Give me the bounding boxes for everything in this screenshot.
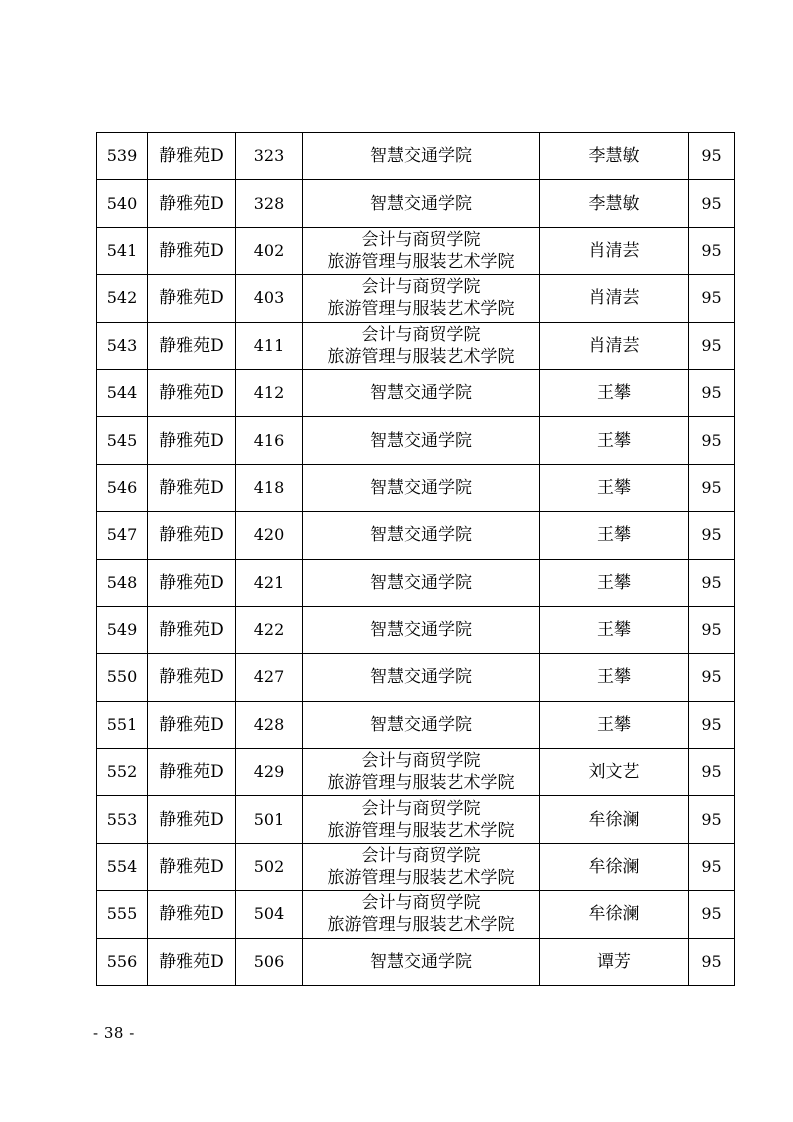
room-number-cell: 411 [236,322,303,369]
table-row [97,227,735,274]
college-cell [303,133,540,180]
score-cell: 95 [689,512,735,559]
college-cell [303,417,540,464]
college-cell [303,749,540,796]
room-number-cell: 412 [236,369,303,416]
inspector-name-cell: 王攀 [540,369,689,416]
inspector-name-cell: 王攀 [540,701,689,748]
row-number-cell: 554 [97,843,148,890]
building-cell: 静雅苑D [148,654,236,701]
college-line: 智慧交通学院 [370,477,472,498]
score-cell: 95 [689,464,735,511]
building-cell: 静雅苑D [148,417,236,464]
building-cell: 静雅苑D [148,891,236,938]
table-row [97,180,735,227]
room-number-cell: 418 [236,464,303,511]
inspector-name-cell: 牟徐澜 [540,796,689,843]
college-line: 会计与商贸学院 [361,893,481,914]
table-row [97,891,735,938]
score-cell: 95 [689,322,735,369]
college-cell [303,701,540,748]
row-number-cell: 550 [97,654,148,701]
building-cell: 静雅苑D [148,938,236,985]
row-number-cell: 552 [97,749,148,796]
score-cell: 95 [689,843,735,890]
score-cell: 95 [689,417,735,464]
row-number-cell: 547 [97,512,148,559]
row-number-cell: 551 [97,701,148,748]
college-cell [303,180,540,227]
room-number-cell: 403 [236,275,303,322]
college-cell [303,606,540,653]
table-row [97,749,735,796]
college-cell [303,796,540,843]
building-cell: 静雅苑D [148,464,236,511]
score-cell: 95 [689,606,735,653]
inspector-name-cell: 刘文艺 [540,749,689,796]
room-number-cell: 420 [236,512,303,559]
college-cell [303,227,540,274]
row-number-cell: 542 [97,275,148,322]
table-row [97,369,735,416]
table-row [97,843,735,890]
college-line: 智慧交通学院 [370,951,472,972]
college-line: 会计与商贸学院 [361,229,481,250]
room-number-cell: 323 [236,133,303,180]
building-cell: 静雅苑D [148,796,236,843]
building-cell: 静雅苑D [148,749,236,796]
college-line: 智慧交通学院 [370,714,472,735]
row-number-cell: 549 [97,606,148,653]
college-line: 智慧交通学院 [370,383,472,404]
table-body [97,133,735,986]
college-line: 智慧交通学院 [370,525,472,546]
college-line: 会计与商贸学院 [361,324,481,345]
room-number-cell: 422 [236,606,303,653]
room-number-cell: 501 [236,796,303,843]
college-line: 智慧交通学院 [370,146,472,167]
college-cell [303,891,540,938]
college-line: 智慧交通学院 [370,667,472,688]
building-cell: 静雅苑D [148,843,236,890]
college-line: 旅游管理与服装艺术学院 [327,915,515,936]
table-row [97,417,735,464]
row-number-cell: 548 [97,559,148,606]
inspector-name-cell: 肖清芸 [540,227,689,274]
table-row [97,701,735,748]
college-cell [303,843,540,890]
room-number-cell: 402 [236,227,303,274]
score-cell: 95 [689,701,735,748]
score-cell: 95 [689,369,735,416]
row-number-cell: 539 [97,133,148,180]
college-cell [303,275,540,322]
building-cell: 静雅苑D [148,227,236,274]
inspector-name-cell: 王攀 [540,559,689,606]
row-number-cell: 540 [97,180,148,227]
college-line: 旅游管理与服装艺术学院 [327,820,515,841]
score-cell: 95 [689,938,735,985]
college-line: 智慧交通学院 [370,572,472,593]
score-cell: 95 [689,891,735,938]
building-cell: 静雅苑D [148,322,236,369]
college-cell [303,369,540,416]
table-row [97,606,735,653]
college-line: 旅游管理与服装艺术学院 [327,773,515,794]
inspector-name-cell: 王攀 [540,512,689,559]
score-cell: 95 [689,559,735,606]
score-cell: 95 [689,227,735,274]
college-cell [303,464,540,511]
inspector-name-cell: 李慧敏 [540,133,689,180]
table-row [97,464,735,511]
room-number-cell: 504 [236,891,303,938]
room-number-cell: 506 [236,938,303,985]
table-row [97,654,735,701]
room-number-cell: 429 [236,749,303,796]
college-cell [303,654,540,701]
row-number-cell: 556 [97,938,148,985]
room-number-cell: 421 [236,559,303,606]
table-row [97,938,735,985]
college-line: 旅游管理与服装艺术学院 [327,868,515,889]
college-line: 旅游管理与服装艺术学院 [327,346,515,367]
inspector-name-cell: 牟徐澜 [540,891,689,938]
row-number-cell: 545 [97,417,148,464]
building-cell: 静雅苑D [148,701,236,748]
inspector-name-cell: 李慧敏 [540,180,689,227]
table-row [97,512,735,559]
college-cell [303,512,540,559]
row-number-cell: 543 [97,322,148,369]
table-row [97,796,735,843]
score-cell: 95 [689,133,735,180]
college-line: 智慧交通学院 [370,430,472,451]
college-cell [303,559,540,606]
inspector-name-cell: 肖清芸 [540,322,689,369]
building-cell: 静雅苑D [148,369,236,416]
room-number-cell: 502 [236,843,303,890]
row-number-cell: 555 [97,891,148,938]
college-cell [303,322,540,369]
building-cell: 静雅苑D [148,180,236,227]
building-cell: 静雅苑D [148,512,236,559]
score-cell: 95 [689,180,735,227]
building-cell: 静雅苑D [148,275,236,322]
college-line: 旅游管理与服装艺术学院 [327,299,515,320]
row-number-cell: 553 [97,796,148,843]
inspector-name-cell: 王攀 [540,654,689,701]
room-number-cell: 416 [236,417,303,464]
room-number-cell: 328 [236,180,303,227]
inspector-name-cell: 王攀 [540,464,689,511]
college-line: 旅游管理与服装艺术学院 [327,251,515,272]
table-row [97,275,735,322]
score-cell: 95 [689,654,735,701]
inspector-name-cell: 谭芳 [540,938,689,985]
building-cell: 静雅苑D [148,133,236,180]
score-cell: 95 [689,275,735,322]
table-row [97,559,735,606]
inspector-name-cell: 王攀 [540,417,689,464]
college-line: 会计与商贸学院 [361,846,481,867]
inspector-name-cell: 肖清芸 [540,275,689,322]
college-line: 会计与商贸学院 [361,277,481,298]
college-cell [303,938,540,985]
page-number: - 38 - [93,1024,135,1042]
college-line: 智慧交通学院 [370,193,472,214]
college-line: 智慧交通学院 [370,620,472,641]
score-cell: 95 [689,796,735,843]
row-number-cell: 544 [97,369,148,416]
building-cell: 静雅苑D [148,606,236,653]
room-number-cell: 428 [236,701,303,748]
dormitory-score-table [96,132,735,986]
college-line: 会计与商贸学院 [361,798,481,819]
room-number-cell: 427 [236,654,303,701]
table-row [97,133,735,180]
row-number-cell: 546 [97,464,148,511]
table-row [97,322,735,369]
building-cell: 静雅苑D [148,559,236,606]
inspector-name-cell: 牟徐澜 [540,843,689,890]
score-cell: 95 [689,749,735,796]
inspector-name-cell: 王攀 [540,606,689,653]
row-number-cell: 541 [97,227,148,274]
college-line: 会计与商贸学院 [361,751,481,772]
